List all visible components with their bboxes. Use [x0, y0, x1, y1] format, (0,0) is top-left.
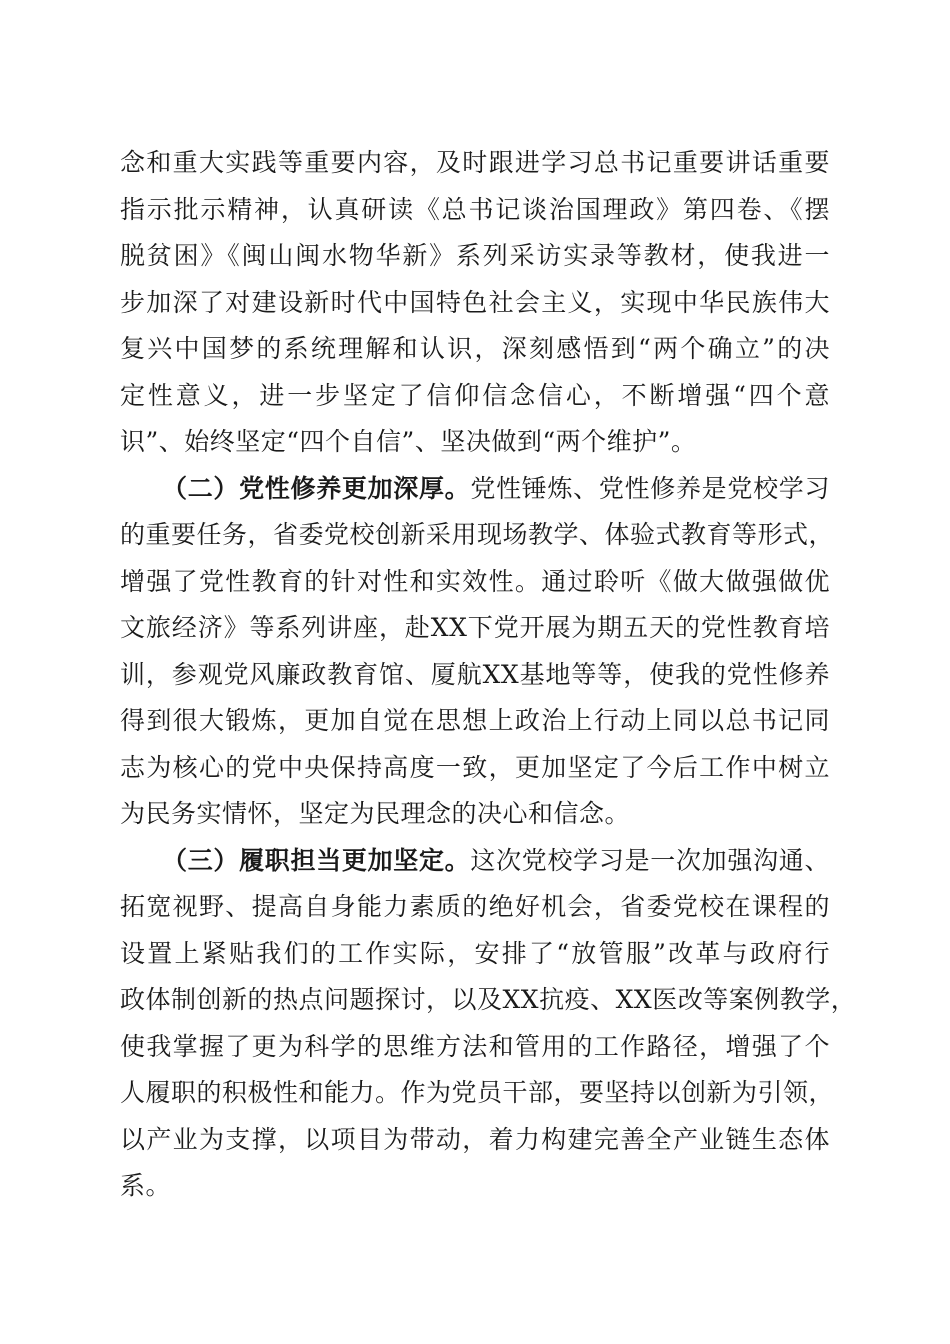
text-line: 念和重大实践等重要内容，及时跟进学习总书记重要讲话重要	[120, 148, 830, 177]
section-heading: （二）党性修养更加深厚。	[162, 473, 471, 503]
text-line: 的重要任务，省委党校创新采用现场教学、体验式教育等形式，	[120, 520, 835, 549]
text-line: 识”、始终坚定“四个自信”、坚决做到“两个维护”。	[120, 427, 697, 456]
paragraph-1	[120, 140, 830, 466]
document-page	[120, 140, 857, 1210]
section-heading-rest: 这次党校学习是一次加强沟通、	[470, 845, 830, 875]
text-line: 设置上紧贴我们的工作实际，安排了“放管服”改革与政府行	[120, 938, 830, 968]
paragraph-2	[120, 466, 835, 838]
text-line: 拓宽视野、提高自身能力素质的绝好机会，省委党校在课程的	[120, 892, 830, 921]
text-line: 文旅经济》等系列讲座，赴XX下党开展为期五天的党性教育培	[120, 613, 830, 642]
text-line: 政体制创新的热点问题探讨，以及XX抗疫、XX医改等案例教学，	[120, 985, 857, 1014]
text-line: 脱贫困》《闽山闽水物华新》系列采访实录等教材，使我进一	[120, 241, 830, 270]
text-line: 步加深了对建设新时代中国特色社会主义，实现中华民族伟大	[120, 287, 830, 317]
text-line: 指示批示精神，认真研读《总书记谈治国理政》第四卷、《摆	[120, 194, 830, 224]
text-line: 训，参观党风廉政教育馆、厦航XX基地等等，使我的党性修养	[120, 659, 830, 689]
text-line: 定性意义，进一步坚定了信仰信念信心，不断增强“四个意	[120, 380, 830, 410]
text-line: 人履职的积极性和能力。作为党员干部，要坚持以创新为引领，	[120, 1078, 835, 1107]
text-line: 以产业为支撑，以项目为带动，着力构建完善全产业链生态体	[120, 1124, 830, 1154]
text-line: 为民务实情怀，坚定为民理念的决心和信念。	[120, 799, 631, 828]
text-line: 复兴中国梦的系统理解和认识，深刻感悟到“两个确立”的决	[120, 334, 830, 363]
text-line: 系。	[120, 1171, 172, 1200]
text-line: 使我掌握了更为科学的思维方法和管用的工作路径，增强了个	[120, 1031, 830, 1061]
text-line: 得到很大锻炼，更加自觉在思想上政治上行动上同以总书记同	[120, 706, 830, 735]
text-line: 志为核心的党中央保持高度一致，更加坚定了今后工作中树立	[120, 752, 830, 782]
section-heading: （三）履职担当更加坚定。	[162, 845, 471, 875]
text-line	[120, 466, 830, 513]
paragraph-3	[120, 838, 857, 1210]
text-line	[120, 838, 830, 885]
section-heading-rest: 党性锤炼、党性修养是党校学习	[470, 473, 830, 503]
text-line: 增强了党性教育的针对性和实效性。通过聆听《做大做强做优	[120, 566, 830, 596]
